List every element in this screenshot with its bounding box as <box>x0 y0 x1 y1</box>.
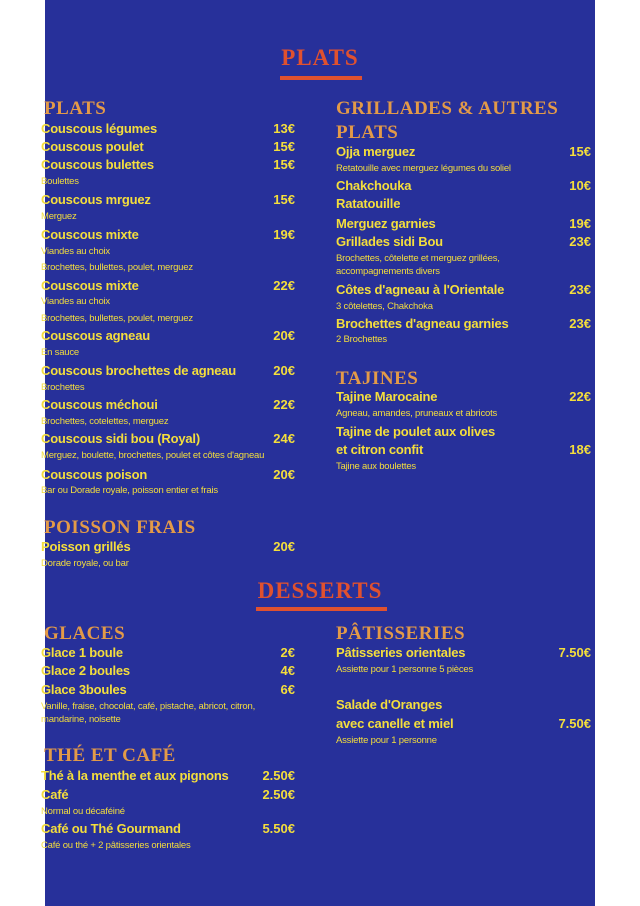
the-et-cafe-item-name: Café <box>41 787 69 802</box>
grillades-item-desc: 2 Brochettes <box>336 334 387 345</box>
the-et-cafe-item-desc: Café ou thé + 2 pâtisseries orientales <box>41 840 191 851</box>
desserts-main-title: DESSERTS <box>257 578 383 603</box>
the-et-cafe-item-desc: Normal ou décaféiné <box>41 806 125 817</box>
grillades-item-name: Ojja merguez <box>336 144 416 159</box>
grillades-item-price: 15€ <box>569 144 591 159</box>
grillades-item-desc: accompagnements divers <box>336 266 440 277</box>
patisseries-item-desc: Assiette pour 1 personne <box>336 735 437 746</box>
glaces-item-desc: Vanille, fraise, chocolat, café, pistache, abricot, citron, <box>41 701 256 712</box>
grillades-item-price: 23€ <box>569 316 591 331</box>
patisseries-item-desc: Assiette pour 1 personne 5 pièces <box>336 664 474 675</box>
the-et-cafe-item-price: 2.50€ <box>262 787 295 802</box>
plats-item-desc: Brochettes, bullettes, poulet, merguez <box>41 313 193 324</box>
plats-item-desc: Boulettes <box>41 176 79 187</box>
the-et-cafe-item-name: Café ou Thé Gourmand <box>41 821 181 836</box>
glaces-item-desc: mandarine, noisette <box>41 714 121 725</box>
glaces-item-name: Glace 2 boules <box>41 663 130 678</box>
plats-item-name: Couscous poison <box>41 467 148 482</box>
plats-title: PLATS <box>44 98 107 119</box>
patisseries-title: PÂTISSERIES <box>336 623 466 644</box>
plats-item-price: 15€ <box>273 157 295 172</box>
plats-item-desc: Viandes au choix <box>41 296 110 307</box>
glaces-title: GLACES <box>44 623 126 644</box>
grillades-item-name: Côtes d'agneau à l'Orientale <box>336 282 505 297</box>
plats-item-price: 22€ <box>273 397 295 412</box>
the-et-cafe-title: THÉ ET CAFÉ <box>44 745 176 766</box>
patisseries-item-name: Pâtisseries orientales <box>336 645 466 660</box>
poisson-frais-title: POISSON FRAIS <box>44 517 196 538</box>
plats-item-name: Couscous brochettes de agneau <box>41 363 237 378</box>
patisseries-item-price: 7.50€ <box>558 645 591 660</box>
plats-item-name: Couscous mixte <box>41 227 139 242</box>
grillades-item-desc: Retatouille avec merguez légumes du soliel <box>336 163 511 174</box>
plats-item-desc: Brochettes, bullettes, poulet, merguez <box>41 262 193 273</box>
plats-item-desc: Bar ou Dorade royale, poisson entier et frais <box>41 485 218 496</box>
grillades-item-name: Chakchouka <box>336 178 412 193</box>
plats-item-price: 20€ <box>273 363 295 378</box>
patisseries-item-price: 7.50€ <box>558 716 591 731</box>
patisseries-item-name: avec canelle et miel <box>336 716 454 731</box>
tajines-item-price: 22€ <box>569 389 591 404</box>
tajines-item-name: et citron confit <box>336 442 424 457</box>
the-et-cafe-item-price: 2.50€ <box>262 768 295 783</box>
glaces-item-name: Glace 1 boule <box>41 645 123 660</box>
tajines-item-name: Tajine Marocaine <box>336 389 438 404</box>
plats-main-title: PLATS <box>281 45 359 70</box>
grillades-item-price: 10€ <box>569 178 591 193</box>
plats-item-desc: En sauce <box>41 347 80 358</box>
plats-item-price: 13€ <box>273 121 295 136</box>
plats-item-name: Couscous agneau <box>41 328 150 343</box>
glaces-item-price: 2€ <box>280 645 295 660</box>
tajines-item-price: 18€ <box>569 442 591 457</box>
poisson-frais-item-price: 20€ <box>273 539 295 554</box>
plats-item-desc: Merguez <box>41 211 77 222</box>
grillades-item-desc: Brochettes, côtelette et merguez grillées, <box>336 253 500 264</box>
plats-item-price: 15€ <box>273 192 295 207</box>
grillades-item-name: Grillades sidi Bou <box>336 234 443 249</box>
plats-item-price: 19€ <box>273 227 295 242</box>
plats-item-name: Couscous bulettes <box>41 157 154 172</box>
tajines-item-desc: Agneau, amandes, pruneaux et abricots <box>336 408 498 419</box>
plats-item-desc: Brochettes <box>41 382 85 393</box>
grillades-item-name: Merguez garnies <box>336 216 436 231</box>
glaces-item-name: Glace 3boules <box>41 682 127 697</box>
glaces-item-price: 6€ <box>280 682 295 697</box>
plats-item-price: 20€ <box>273 467 295 482</box>
plats-item-name: Couscous méchoui <box>41 397 158 412</box>
grillades-item-price: 23€ <box>569 234 591 249</box>
plats-item-name: Couscous mixte <box>41 278 139 293</box>
plats-item-price: 24€ <box>273 431 295 446</box>
grillades-item-desc: 3 côtelettes, Chakchoka <box>336 301 433 312</box>
plats-item-desc: Merguez, boulette, brochettes, poulet et côtes d'agneau <box>41 450 265 461</box>
plats-item-name: Couscous sidi bou (Royal) <box>41 431 200 446</box>
plats-item-name: Couscous mrguez <box>41 192 151 207</box>
the-et-cafe-item-name: Thé à la menthe et aux pignons <box>41 768 229 783</box>
plats-item-price: 15€ <box>273 139 295 154</box>
patisseries-item-name: Salade d'Oranges <box>336 697 443 712</box>
poisson-frais-item-desc: Dorade royale, ou bar <box>41 558 129 569</box>
grillades-title-line2: PLATS <box>336 122 399 143</box>
glaces-item-price: 4€ <box>280 663 295 678</box>
plats-item-name: Couscous légumes <box>41 121 157 136</box>
grillades-item-price: 19€ <box>569 216 591 231</box>
grillades-title: GRILLADES & AUTRES <box>336 98 559 119</box>
grillades-item-name: Brochettes d'agneau garnies <box>336 316 509 331</box>
plats-item-price: 20€ <box>273 328 295 343</box>
menu-page <box>41 0 595 906</box>
the-et-cafe-item-price: 5.50€ <box>262 821 295 836</box>
tajines-item-desc: Tajine aux boulettes <box>336 461 416 472</box>
tajines-item-name: Tajine de poulet aux olives <box>336 424 496 439</box>
tajines-title: TAJINES <box>336 368 419 389</box>
plats-item-price: 22€ <box>273 278 295 293</box>
poisson-frais-item-name: Poisson grillés <box>41 539 131 554</box>
plats-item-name: Couscous poulet <box>41 139 144 154</box>
desserts-title-underline <box>256 607 387 611</box>
plats-item-desc: Brochettes, cotelettes, merguez <box>41 416 169 427</box>
grillades-item-price: 23€ <box>569 282 591 297</box>
plats-title-underline <box>280 76 362 80</box>
grillades-item-name: Ratatouille <box>336 196 401 211</box>
plats-item-desc: Viandes au choix <box>41 246 110 257</box>
